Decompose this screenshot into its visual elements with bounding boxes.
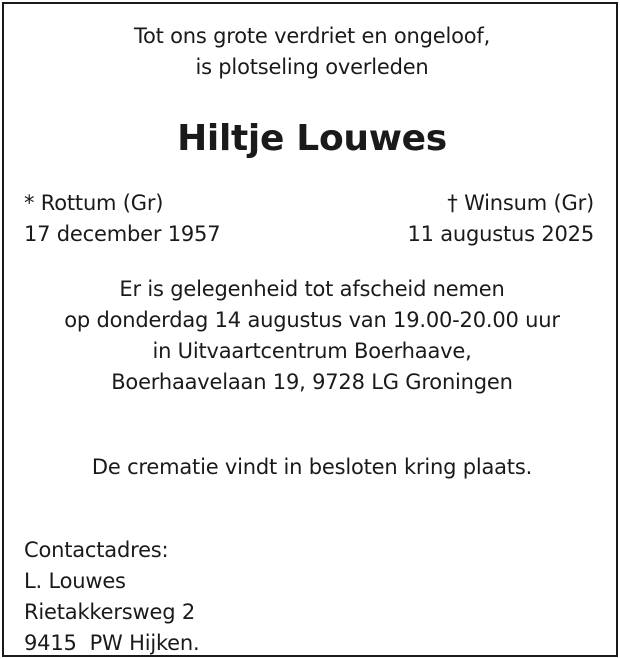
birth-info: [24, 188, 220, 250]
farewell-line: Er is gelegenheid tot afscheid nemen: [119, 277, 505, 301]
farewell-line: op donderdag 14 augustus van 19.00-20.00 uur: [64, 308, 560, 332]
death-place: † Winsum (Gr): [447, 191, 594, 215]
contact-street: Rietakkersweg 2: [24, 600, 195, 624]
contact-heading: Contactadres:: [24, 538, 169, 562]
announcement-border: [2, 2, 618, 657]
farewell-line: Boerhaavelaan 19, 9728 LG Groningen: [111, 370, 513, 394]
death-info: [407, 188, 594, 250]
deceased-name: Hiltje Louwes: [177, 118, 447, 159]
birth-place: * Rottum (Gr): [24, 191, 164, 215]
farewell-line: in Uitvaartcentrum Boerhaave,: [152, 339, 472, 363]
contact-name: L. Louwes: [24, 569, 126, 593]
cremation-notice: De crematie vindt in besloten kring plaats.: [91, 455, 533, 479]
contact-city: 9415 PW Hijken.: [24, 631, 200, 655]
birth-date: 17 december 1957: [24, 222, 221, 246]
death-date: 11 augustus 2025: [407, 222, 594, 246]
intro-text: [4, 21, 620, 83]
contact-address: [24, 535, 199, 659]
intro-line: is plotseling overleden: [195, 55, 429, 79]
intro-line: Tot ons grote verdriet en ongeloof,: [133, 24, 491, 48]
farewell-info: [4, 274, 620, 398]
